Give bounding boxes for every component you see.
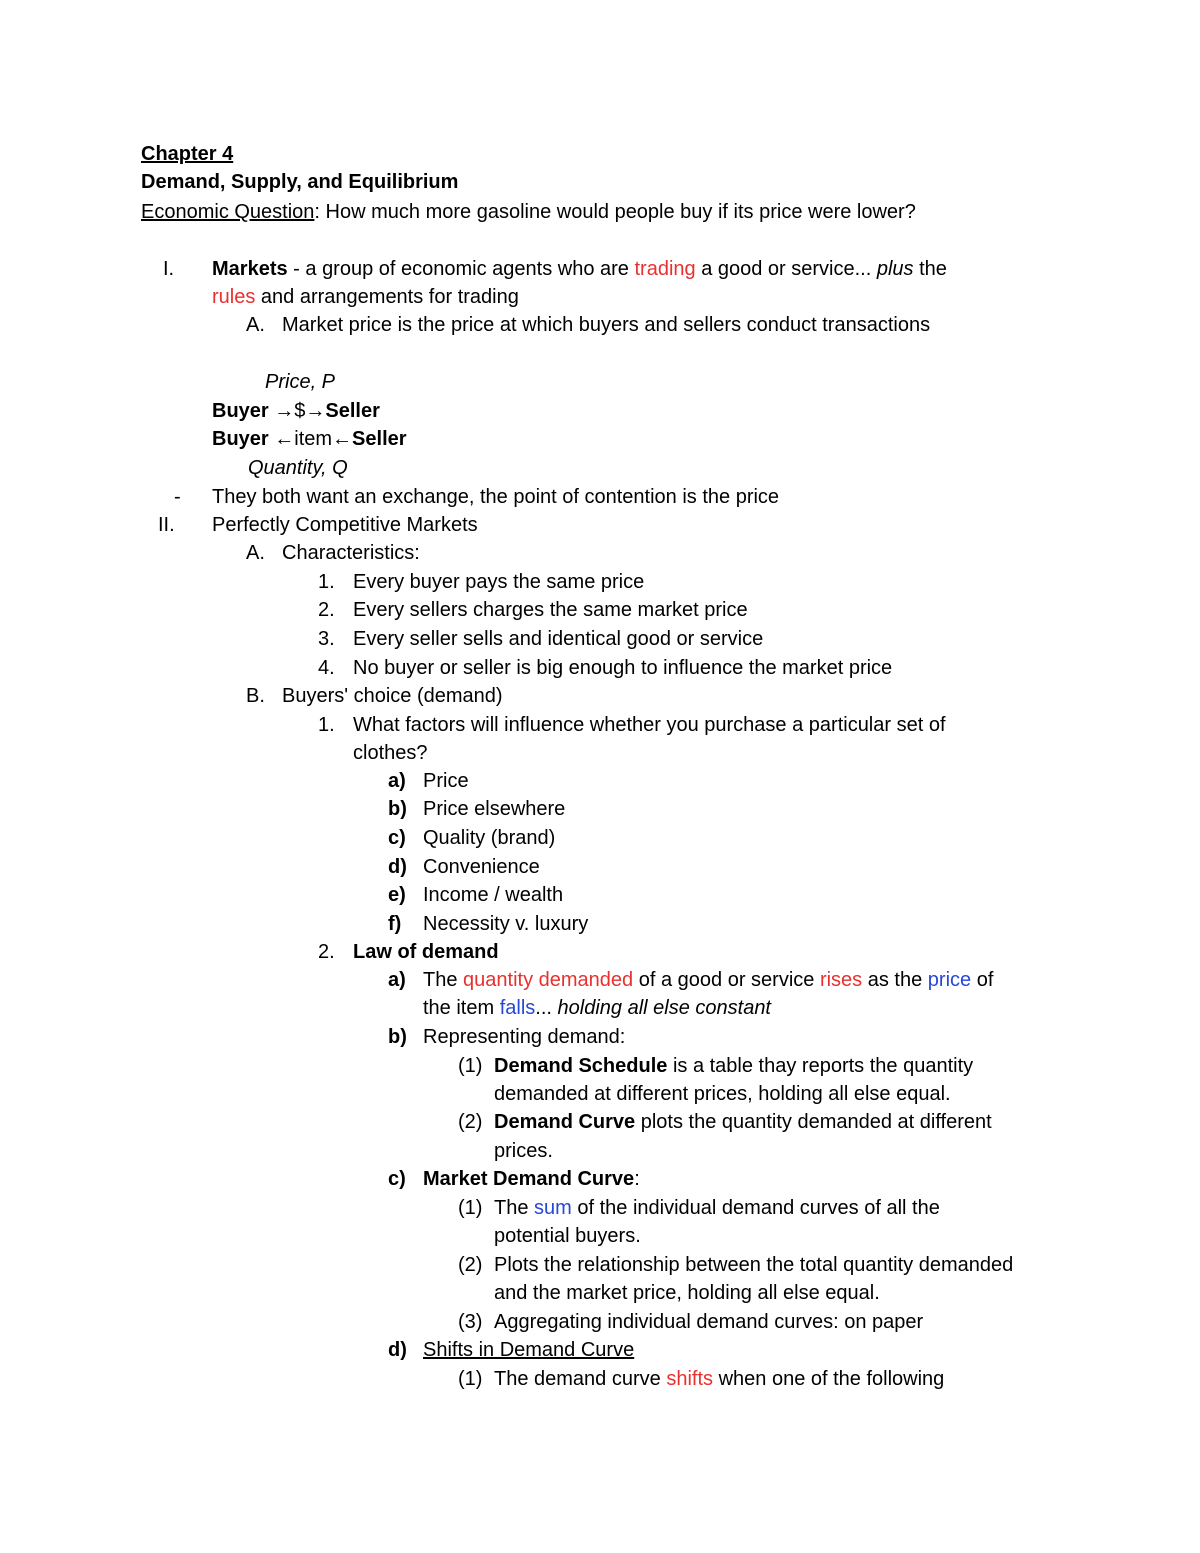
seller-label: Seller (352, 428, 407, 450)
chapter-title: Demand, Supply, and Equilibrium (141, 171, 459, 193)
section-1-a-marker: A. (246, 314, 265, 336)
plus-emphasis: plus (876, 258, 914, 280)
markets-def-1: - a group of economic agents who are (287, 258, 635, 280)
section-2-a-marker: A. (246, 542, 265, 564)
economic-question (141, 200, 916, 224)
section-2-title: Perfectly Competitive Markets (212, 514, 478, 536)
section-1-line-1 (212, 257, 947, 281)
section-1-line-2 (212, 285, 519, 309)
question-text: How much more gasoline would people buy if its price were lower? (319, 201, 916, 223)
buyer-label: Buyer (212, 428, 275, 450)
sub-item-marker: (1) (458, 1055, 483, 1077)
rules-highlight: rules (212, 286, 256, 308)
text-run: The demand curve (494, 1368, 667, 1390)
text-run: ... (535, 997, 558, 1019)
law-of-demand-heading: Law of demand (353, 941, 499, 963)
list-item: No buyer or seller is big enough to influence the market price (353, 657, 893, 679)
text-run: : (634, 1168, 640, 1190)
markets-def-3: the (913, 258, 947, 280)
question-sep: : (314, 201, 320, 223)
section-1-marker: I. (163, 258, 175, 280)
market-demand-sum-line-1 (494, 1196, 940, 1220)
list-item: Every seller sells and identical good or service (353, 628, 764, 650)
markets-term: Markets (212, 258, 288, 280)
law-a-line-1 (423, 968, 993, 992)
shifts-heading: Shifts in Demand Curve (423, 1339, 635, 1361)
list-item-marker: 2. (318, 599, 335, 621)
sub-item-marker: (1) (458, 1368, 483, 1390)
question-label: Economic Question (141, 201, 315, 223)
law-d-marker: d) (388, 1339, 407, 1361)
sub-item-marker: (2) (458, 1111, 483, 1133)
holding-constant-emphasis: holding all else constant (557, 997, 771, 1019)
dash-marker: - (174, 486, 181, 508)
market-demand-plot-line-2: and the market price, holding all else equal. (494, 1282, 880, 1304)
seller-label: Seller (325, 400, 380, 422)
price-highlight: price (927, 969, 972, 991)
section-1-a-text: Market price is the price at which buyers and sellers conduct transactions (282, 314, 931, 336)
factor-marker: f) (388, 913, 402, 935)
item-arrow: ←item← (274, 428, 353, 450)
market-demand-curve-heading (423, 1167, 640, 1191)
sum-highlight: sum (534, 1197, 572, 1219)
factor-item: Convenience (423, 856, 540, 878)
text-run: plots the quantity demanded at different (635, 1111, 992, 1133)
law-a-marker: a) (388, 969, 406, 991)
law-b-title: Representing demand: (423, 1026, 626, 1048)
factor-marker: b) (388, 798, 407, 820)
text-run: of (971, 969, 994, 991)
rises-highlight: rises (819, 969, 863, 991)
demand-schedule-line-2: demanded at different prices, holding all else equal. (494, 1083, 951, 1105)
list-item: Every buyer pays the same price (353, 571, 645, 593)
quantity-label: Quantity, Q (248, 457, 348, 479)
text-run: when one of the following (713, 1368, 945, 1390)
list-item: Every sellers charges the same market price (353, 599, 748, 621)
list-item-marker: 4. (318, 657, 335, 679)
falls-highlight: falls (499, 997, 536, 1019)
price-label: Price, P (265, 371, 336, 393)
factor-marker: d) (388, 856, 407, 878)
sub-item-marker: (2) (458, 1254, 483, 1276)
list-item-marker: 2. (318, 941, 335, 963)
list-item-marker: 1. (318, 571, 335, 593)
section-2-b-marker: B. (246, 685, 265, 707)
money-arrow: →$→ (274, 400, 326, 422)
law-b-marker: b) (388, 1026, 407, 1048)
dash-text: They both want an exchange, the point of contention is the price (212, 486, 780, 508)
demand-schedule-line-1 (494, 1054, 973, 1078)
trading-highlight: trading (634, 258, 696, 280)
demand-curve-line-2: prices. (494, 1140, 553, 1162)
text-run: The (494, 1197, 535, 1219)
section-2-marker: II. (158, 514, 175, 536)
markets-def-2: a good or service... (695, 258, 877, 280)
chapter-heading: Chapter 4 (141, 143, 234, 165)
market-demand-plot-line-1: Plots the relationship between the total quantity demanded (494, 1254, 1014, 1276)
aggregating-demand-line: Aggregating individual demand curves: on paper (494, 1311, 924, 1333)
factor-item: Quality (brand) (423, 827, 556, 849)
text-run: of a good or service (633, 969, 820, 991)
factors-question: What factors will influence whether you purchase a particular set of (353, 714, 946, 736)
factor-marker: c) (388, 827, 406, 849)
demand-curve-line-1 (494, 1110, 992, 1134)
sub-item-marker: (1) (458, 1197, 483, 1219)
text-run: of the individual demand curves of all the (571, 1197, 940, 1219)
list-item-marker: 3. (318, 628, 335, 650)
factors-question-cont: clothes? (353, 742, 428, 764)
factor-item: Income / wealth (423, 884, 564, 906)
market-demand-sum-line-2: potential buyers. (494, 1225, 641, 1247)
buyer-label: Buyer (212, 400, 275, 422)
demand-curve-term: Demand Curve (494, 1111, 636, 1133)
factor-item: Necessity v. luxury (423, 913, 589, 935)
list-item-marker: 1. (318, 714, 335, 736)
text-run: The (423, 969, 464, 991)
factor-item: Price elsewhere (423, 798, 566, 820)
buyer-seller-item-flow (212, 427, 407, 451)
law-a-line-2 (423, 996, 771, 1020)
text-run: is a table thay reports the quantity (667, 1055, 974, 1077)
markets-def-4: and arrangements for trading (255, 286, 519, 308)
shifts-line-1 (494, 1367, 944, 1391)
text-run: as the (862, 969, 928, 991)
law-c-marker: c) (388, 1168, 406, 1190)
section-2-a-title: Characteristics: (282, 542, 420, 564)
demand-schedule-term: Demand Schedule (494, 1055, 668, 1077)
section-2-b-title: Buyers' choice (demand) (282, 685, 503, 707)
factor-marker: e) (388, 884, 406, 906)
factor-item: Price (423, 770, 469, 792)
factor-marker: a) (388, 770, 406, 792)
shifts-highlight: shifts (666, 1368, 714, 1390)
quantity-demanded-highlight: quantity demanded (463, 969, 634, 991)
buyer-seller-money-flow (212, 399, 380, 423)
sub-item-marker: (3) (458, 1311, 483, 1333)
text-run: the item (423, 997, 500, 1019)
market-demand-curve-term: Market Demand Curve (423, 1168, 635, 1190)
